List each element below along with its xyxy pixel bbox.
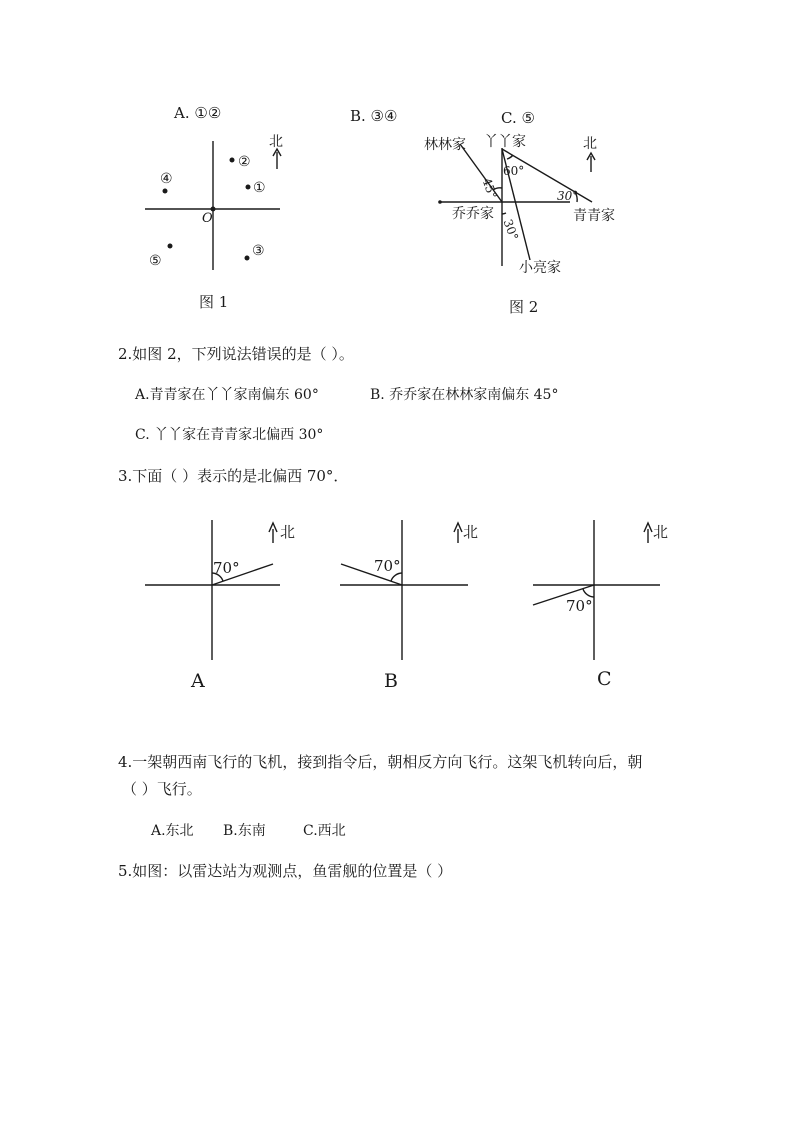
q4-stem-line2: （ ）飞行。 xyxy=(122,780,202,798)
q3-stem: 3.下面（ ）表示的是北偏西 70°． xyxy=(118,467,349,485)
q4-stem-line1: 4.一架朝西南飞行的飞机，接到指令后，朝相反方向飞行。这架飞机转向后，朝 xyxy=(118,753,643,771)
fig2-yaya-label: 丫丫家 xyxy=(484,134,526,150)
fig2-angle-45: 45° xyxy=(479,175,500,201)
fig2-caption: 图 2 xyxy=(509,298,539,316)
q3b-angle-label: 70° xyxy=(374,557,401,575)
fig1-point-2-label: ② xyxy=(238,154,251,170)
q4-option-b: B.东南 xyxy=(223,823,266,839)
fig1-point-1-dot xyxy=(246,185,251,190)
fig1-choice-c: C. ⑤ xyxy=(501,109,535,127)
fig1-point-1-label: ① xyxy=(253,180,266,196)
q4-option-c: C.西北 xyxy=(303,823,346,839)
fig1-point-4-label: ④ xyxy=(160,171,173,187)
fig1-point-3-label: ③ xyxy=(252,243,265,259)
q3-label-b: B xyxy=(384,670,398,692)
fig1-point-5-dot xyxy=(168,244,173,249)
fig1-point-5-label: ⑤ xyxy=(149,253,162,269)
fig2-angle-30b: 30° xyxy=(500,217,521,243)
fig2-qingqing-label: 青青家 xyxy=(573,208,615,224)
fig2-xiaoliang-label: 小亮家 xyxy=(519,260,561,276)
fig2-arc-60 xyxy=(507,155,513,159)
fig1-north-label: 北 xyxy=(269,134,283,150)
fig1-origin-label: O xyxy=(202,211,213,226)
q2-stem: 2.如图 2，下列说法错误的是（ ）。 xyxy=(118,345,354,363)
q3c-north-label: 北 xyxy=(653,523,669,541)
figure-1 xyxy=(140,125,300,285)
fig2-qiaoqiao-label: 乔乔家 xyxy=(452,206,494,222)
q3b-north-label: 北 xyxy=(463,523,479,541)
q3-label-c: C xyxy=(597,668,612,690)
q3a-north-label: 北 xyxy=(280,523,296,541)
q2-option-a: A.青青家在丫丫家南偏东 60° xyxy=(135,387,319,403)
q3-diagram-a xyxy=(140,515,310,665)
q3c-angle-label: 70° xyxy=(566,597,593,615)
fig1-point-4-dot xyxy=(163,189,168,194)
fig1-point-3-dot xyxy=(245,256,250,261)
fig1-caption: 图 1 xyxy=(199,293,229,311)
q3-diagram-b xyxy=(335,515,495,665)
q2-option-b: B. 乔乔家在林林家南偏东 45° xyxy=(370,387,559,403)
fig1-choice-b: B. ③④ xyxy=(350,107,398,125)
fig2-north-label: 北 xyxy=(583,136,597,152)
q5-stem: 5.如图：以雷达站为观测点，鱼雷舰的位置是（ ） xyxy=(118,862,453,880)
q3-diagram-c xyxy=(528,515,688,665)
fig1-point-2-dot xyxy=(230,158,235,163)
q4-option-a: A.东北 xyxy=(151,823,194,839)
fig2-angle-30a: 30° xyxy=(557,189,579,203)
q3a-angle-label: 70° xyxy=(213,559,240,577)
fig1-choice-a: A. ①② xyxy=(174,104,222,122)
fig2-linlin-label: 林林家 xyxy=(424,137,466,153)
q2-option-c: C. 丫丫家在青青家北偏西 30° xyxy=(135,427,324,443)
fig2-angle-60: 60° xyxy=(503,164,525,178)
q3-label-a: A xyxy=(191,670,205,692)
